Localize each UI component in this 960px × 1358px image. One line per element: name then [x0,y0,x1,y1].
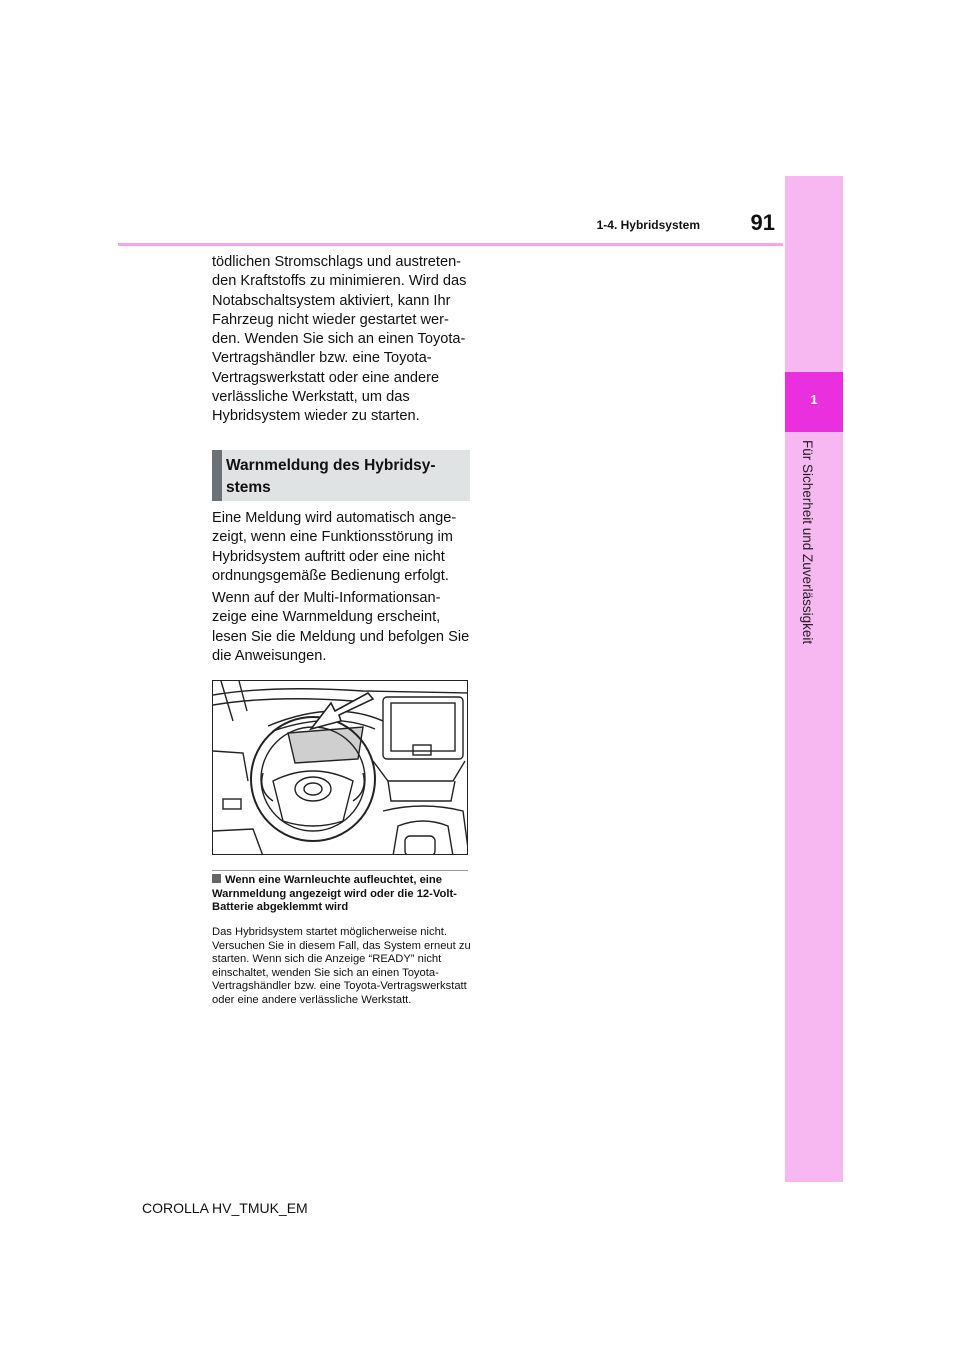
header-rule [118,243,783,246]
note-heading [212,874,474,915]
chapter-number: 1 [810,392,818,407]
note-body: Das Hybridsystem startet möglicherweise nicht. Versuchen Sie in diesem Fall, das System erneut zu starten. Wenn sich die Anzeige “READY” nicht einschaltet, wenden Sie sich an einen Toyota-Vertragshändler bzw. eine Toyota-Vertragswerkstatt oder eine andere verlässliche Werkstatt. [212,926,471,1006]
paragraph-intro: tödlichen Stromschlags und austreten-den Kraftstoffs zu minimieren. Wird das Notabschaltsystem aktiviert, kann Ihr Fahrzeug nicht wieder gestartet wer-den. Wenden Sie sich an einen Toyota-Vertragshändler bzw. eine Toyota-Vertragswerkstatt oder eine andere verlässliche Werkstatt, um das Hybridsystem wieder zu starten. [212,254,467,425]
note-heading-text: Wenn eine Warnleuchte aufleuchtet, eine Warnmeldung angezeigt wird oder die 12-Volt-Batterie abgeklemmt wird [212,874,457,913]
chapter-title: Für Sicherheit und Zuverlässigkeit [800,440,815,645]
note-bullet-square-icon [212,874,221,883]
page-number: 91 [750,210,775,235]
chapter-side-tab [785,176,843,1182]
dashboard-illustration [212,680,468,855]
section-title: 1-4. Hybridsystem [596,218,700,232]
section-heading: Warnmeldung des Hybridsy-stems [212,450,470,501]
figure-divider [212,870,468,871]
paragraph-warning-message: Eine Meldung wird automatisch ange-zeigt, wenn eine Funktionsstörung im Hybridsystem auftritt oder eine nicht ordnungsgemäße Bedienung erfolgt. [212,510,457,584]
footer-model-code: COROLLA HV_TMUK_EM [142,1200,308,1216]
paragraph-instructions: Wenn auf der Multi-Informationsan-zeige eine Warnmeldung erscheint, lesen Sie die Meldung und befolgen Sie die Anweisungen. [212,590,470,664]
